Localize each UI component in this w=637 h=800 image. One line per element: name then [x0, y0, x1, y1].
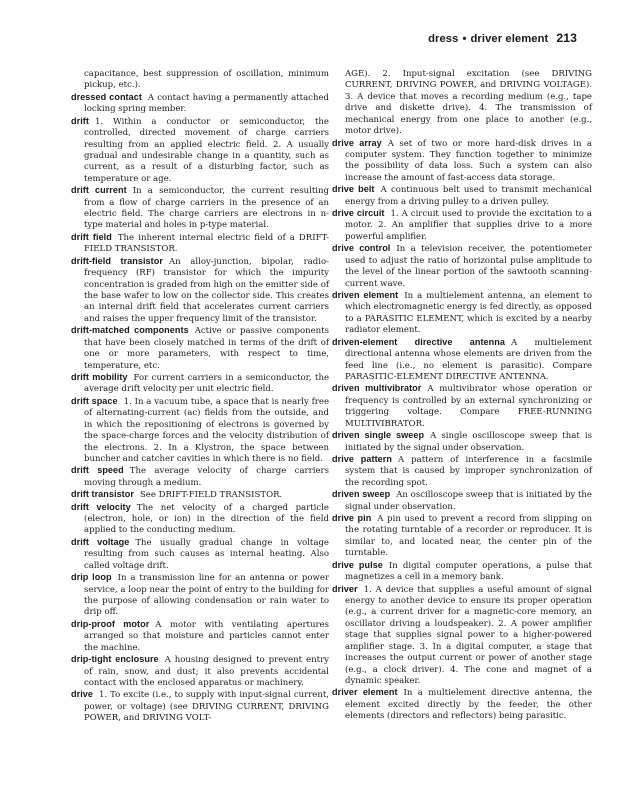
entry-definition: A continuous belt used to transmit mechanical energy from a driving pulley to a driven pulley.: [345, 185, 592, 207]
dictionary-entry: [332, 513, 592, 560]
dictionary-entry: [71, 537, 329, 572]
entry-term: drift space: [71, 395, 118, 406]
dictionary-entry: [332, 584, 592, 688]
entry-definition: An alloy-junction, bipolar, radio-frequency (RF) transistor for which the impurity concentration is graded from high on the emitter side of the base wafer to low on the collector side. This creates an internal drift field that accelerates current carriers and raises the upper frequency limit of the transistor.: [84, 256, 329, 324]
dictionary-entry: [71, 502, 329, 537]
entry-definition: See DRIFT-FIELD TRANSISTOR.: [139, 490, 283, 501]
entry-definition: 1. A circuit used to provide the excitation to a motor. 2. An amplifier that supplies drive to a more powerful amplifier.: [345, 209, 593, 242]
entry-term: drive belt: [332, 184, 375, 195]
dictionary-entry: [332, 290, 592, 337]
entry-term: drift speed: [71, 465, 124, 476]
entry-term: driven single sweep: [332, 430, 425, 441]
dictionary-entry: [332, 454, 592, 489]
entry-term: drift transistor: [71, 489, 134, 500]
header-first-term: dress: [428, 33, 459, 45]
dictionary-entry: [71, 489, 329, 501]
dictionary-entry: [332, 243, 592, 290]
dictionary-entry: [71, 654, 329, 689]
header-last-term: driver element: [470, 33, 549, 45]
entry-definition: A set of two or more hard-disk drives in a computer system. They function together to minimize the possibility of data loss. Such a system can also increase the amount of fast-access data storage.: [345, 138, 593, 183]
entry-term: driven sweep: [332, 489, 391, 500]
dictionary-entry: [71, 92, 329, 116]
entry-definition: The usually gradual change in voltage resulting from such causes as internal heating. Also called voltage drift.: [84, 537, 329, 571]
dictionary-entry: [71, 325, 329, 372]
entry-definition: capacitance, best suppression of oscillation, minimum pickup, etc.).: [84, 69, 329, 91]
dictionary-entry: [332, 138, 592, 185]
entry-term: drip-proof motor: [71, 618, 150, 629]
right-column: [332, 69, 592, 723]
entry-definition: In a television receiver, the potentiometer used to adjust the ratio of horizontal pulse amplitude to the level of the linear portion of the sawtooth scanning-current wave.: [345, 244, 592, 289]
entry-term: drift current: [71, 185, 127, 196]
entry-definition: 1. In a vacuum tube, a space that is nearly free of alternating-current (ac) fields from the outside, and in which the repositioning of electrons is governed by the space-charge forces and the velocity distribution of the electrons. 2. In a Klystron, the space between buncher and catcher cavities in which there is no field.: [84, 396, 329, 464]
entry-definition: A motor with ventilating apertures arranged so that moisture and particles cannot enter the machine.: [84, 619, 330, 653]
entry-definition: In a semiconductor, the current resulting from a flow of charge carriers in the presence of an electric field. The charge carriers are electrons in n-type material and holes in p-type material.: [84, 186, 330, 231]
dictionary-entry: [332, 383, 592, 430]
entry-term: drift: [71, 115, 89, 126]
entry-definition: A contact having a permanently attached locking spring member.: [84, 92, 329, 115]
entry-definition: 1. To excite (i.e., to supply with input-signal current, power, or voltage) (see DRIVING CURRENT, DRIVING POWER, and DRIVING VOLT-: [84, 690, 329, 724]
entry-definition: The net velocity of a charged particle (electron, hole, or ion) in the direction of the field applied to the conducting medium.: [84, 502, 329, 536]
entry-definition: In a multielement directive antenna, the element excited directly by the feeder, the other elements (directors and reflectors) being parasitic.: [345, 688, 593, 722]
dictionary-entry: [332, 184, 592, 208]
entry-term: drive pulse: [332, 559, 383, 570]
entry-definition: AGE). 2. Input-signal excitation (see DRIVING CURRENT, DRIVING POWER, and DRIVING VOLTAGE). 3. A device that moves a recording medium (e.g., tape drive and diskette drive). 4. The transmission of mechanical energy from one place to another (e.g., motor drive).: [345, 69, 592, 137]
entry-term: driver: [332, 583, 358, 594]
entry-term: driven element: [332, 290, 399, 301]
dictionary-entry: [332, 69, 592, 138]
entry-definition: A multivibrator whose operation or frequency is controlled by an external synchronizing or triggering voltage. Compare FREE-RUNNING MULTIVIBRATOR.: [345, 384, 592, 429]
entry-definition: 1. Within a conductor or semiconductor, the controlled, directed movement of charge carriers resulting from an applied electric field. 2. A usually gradual and undesirable change in a quantity, such as current, as a result of a disturbing factor, such as temperature or age.: [84, 116, 329, 184]
entry-term: drive array: [332, 137, 382, 148]
entry-definition: A multielement directional antenna whose elements are driven from the feed line (i.e., no element is parasitic). Compare PARASITIC-ELEMENT DIRECTIVE ANTENNA.: [345, 337, 592, 382]
dictionary-entry: [71, 619, 329, 654]
dictionary-entry: [71, 689, 329, 724]
dictionary-entry: [71, 465, 329, 489]
dictionary-entry: [71, 572, 329, 619]
entry-term: drip-tight enclosure: [71, 654, 159, 665]
dictionary-entry: [71, 185, 329, 232]
entry-term: drip loop: [71, 572, 112, 583]
page-number: 213: [556, 31, 577, 45]
dictionary-entry: [71, 69, 329, 92]
entry-term: drift field: [71, 231, 112, 242]
dictionary-entry: [71, 372, 329, 396]
dictionary-entry: [332, 560, 592, 584]
entry-definition: In a multielement antenna, an element to which electromagnetic energy is fed directly, as opposed to a PARASITIC ELEMENT, which is excited by a nearby radiator element.: [345, 291, 592, 336]
entry-definition: The inherent internal electric field of a DRIFT-FIELD TRANSISTOR.: [84, 232, 329, 255]
entry-definition: A pattern of interference in a facsimile system that is caused by improper synchronization of the recording spot.: [345, 454, 592, 488]
dictionary-entry: [71, 396, 329, 466]
entry-term: driven multivibrator: [332, 383, 422, 394]
entry-term: dressed contact: [71, 91, 142, 102]
entry-definition: In a transmission line for an antenna or power service, a loop near the point of entry to the building for the purpose of allowing condensation or rain water to drip off.: [84, 573, 329, 618]
entry-definition: Active or passive components that have been closely matched in terms of the drift of one or more parameters, with respect to time, temperature, etc.: [84, 326, 330, 371]
entry-term: drift velocity: [71, 501, 131, 512]
dictionary-entry: [332, 337, 592, 384]
entry-term: drive circuit: [332, 208, 385, 219]
entry-definition: A single oscilloscope sweep that is initiated by the signal under observation.: [345, 431, 592, 453]
running-header: [428, 31, 577, 45]
dictionary-entry: [332, 208, 592, 243]
entry-definition: A pin used to prevent a record from slipping on the rotating turntable of a recorder or reproducer. It is similar to, and located near, the center pin of the turntable.: [345, 514, 592, 559]
dictionary-entry: [332, 430, 592, 454]
entry-term: driven-element directive antenna: [332, 336, 505, 347]
entry-definition: A housing designed to prevent entry of rain, snow, and dust; it also prevents accidental contact with the enclosed apparatus or machinery.: [84, 655, 329, 688]
dictionary-entry: [71, 256, 329, 326]
dictionary-entry: [71, 116, 329, 186]
left-column: [71, 69, 329, 725]
entry-term: drive pin: [332, 513, 372, 524]
entry-term: drive pattern: [332, 453, 392, 464]
entry-term: drift-field transistor: [71, 255, 163, 266]
entry-definition: An oscilloscope sweep that is initiated by the signal under observation.: [345, 490, 592, 512]
dictionary-entry: [332, 687, 592, 722]
entry-definition: For current carriers in a semiconductor, the average drift velocity per unit electric field.: [84, 372, 330, 395]
dictionary-entry: [332, 489, 592, 513]
entry-definition: In digital computer operations, a pulse that magnetizes a cell in a memory bank.: [345, 560, 592, 583]
entry-term: driver element: [332, 687, 398, 698]
entry-term: drive: [71, 689, 93, 700]
entry-term: drift mobility: [71, 371, 128, 382]
entry-definition: The average velocity of charge carriers moving through a medium.: [84, 466, 329, 488]
entry-definition: 1. A device that supplies a useful amount of signal energy to another device to ensure its proper operation (e.g., a current driver for a magnetic-core memory, an oscillator driving a loudspeaker). 2. A power amplifier stage that supplies signal power to a higher-powered amplifier stage. 3. In a digital computer, a stage that increases the output current or power of another stage (e.g., a clock driver). 4. The cone and magnet of a dynamic speaker.: [345, 584, 592, 686]
entry-term: drift voltage: [71, 536, 130, 547]
entry-term: drift-matched components: [71, 325, 189, 336]
entry-term: drive control: [332, 243, 391, 254]
header-bullet: •: [462, 33, 467, 45]
dictionary-entry: [71, 232, 329, 256]
